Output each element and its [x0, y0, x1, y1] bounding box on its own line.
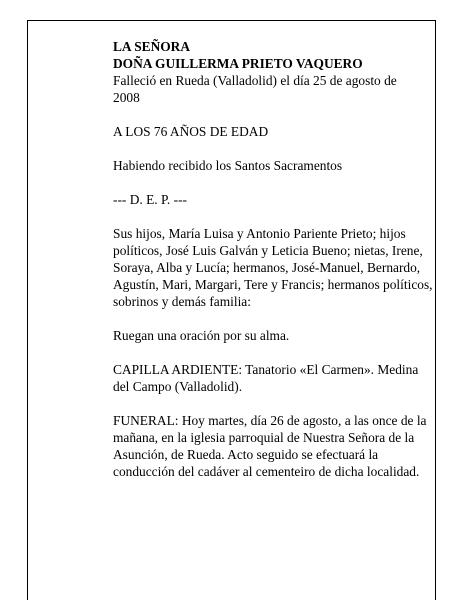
obituary-notice — [113, 38, 433, 480]
prayer-line: Ruegan una oración por su alma. — [113, 328, 290, 343]
funeral-paragraph: FUNERAL: Hoy martes, día 26 de agosto, a las once de la mañana, en la iglesia parroquial de Nuestra Señora de la Asunción, de Rueda. Acto seguido se efectuará la conducción del cadáver al cementeiro de dicha localidad. — [113, 413, 427, 479]
death-line-1: Falleció en Rueda (Valladolid) el día 25 de agosto de — [113, 73, 397, 88]
sacraments-line: Habiendo recibido los Santos Sacramentos — [113, 158, 343, 173]
dep-line: --- D. E. P. --- — [113, 192, 188, 207]
deceased-name: DOÑA GUILLERMA PRIETO VAQUERO — [113, 56, 363, 71]
chapel-paragraph: CAPILLA ARDIENTE: Tanatorio «El Carmen». Medina del Campo (Valladolid). — [113, 362, 419, 394]
death-line-2: 2008 — [113, 90, 140, 105]
page-border-left — [27, 20, 28, 600]
age-line: A LOS 76 AÑOS DE EDAD — [113, 124, 269, 139]
family-paragraph: Sus hijos, María Luisa y Antonio Pariente Prieto; hijos políticos, José Luis Galván y Leticia Bueno; nietas, Irene, Soraya, Alba y Lucía; hermanos, José-Manuel, Bernardo, Agustín, Mari, Margari, Tere y Francis; hermanos políticos, sobrinos y demás familia: — [113, 226, 433, 309]
page-border-top — [27, 20, 436, 21]
notice-title: LA SEÑORA — [113, 39, 191, 54]
page-border-right — [435, 20, 436, 600]
